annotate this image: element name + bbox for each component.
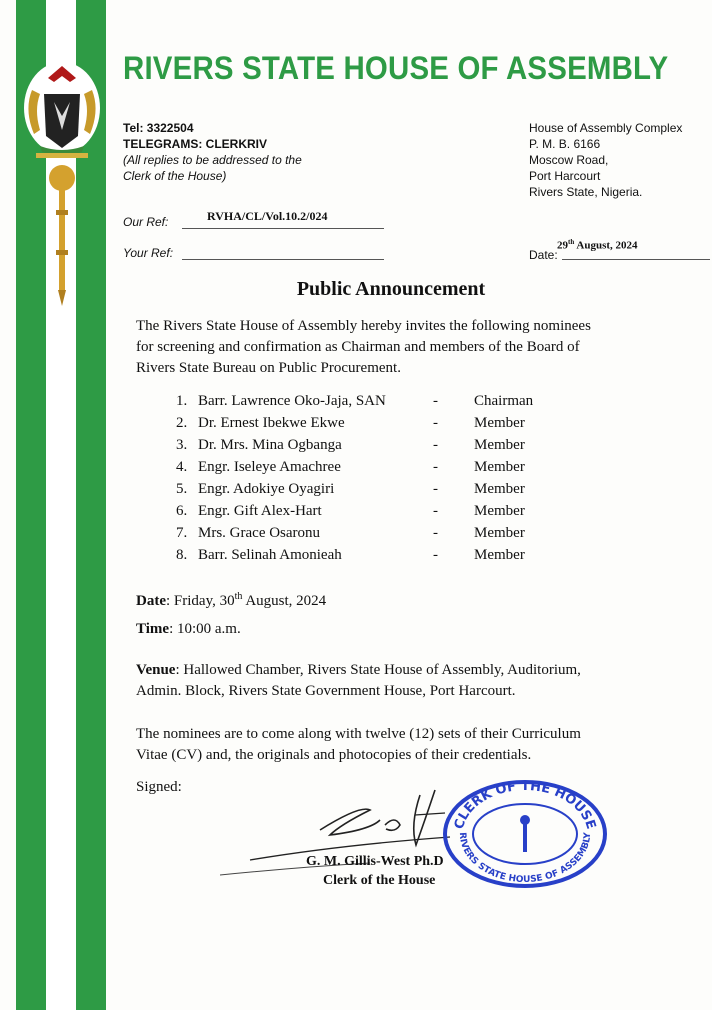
address-block [529,120,682,200]
reply-note-line-1: (All replies to be addressed to the [123,153,302,167]
address-line: Moscow Road, [529,153,609,167]
your-ref-label: Your Ref: [123,246,174,260]
event-date: Date: Friday, 30th August, 2024 [136,591,327,609]
our-ref-value: RVHA/CL/Vol.10.2/024 [207,209,328,223]
event-venue: Venue: Hallowed Chamber, Rivers State House of Assembly, Auditorium, Admin. Block, Rivers State Government House, Port Harcourt. [136,662,581,699]
our-ref-label: Our Ref: [123,215,169,229]
signatory-title: Clerk of the House [323,873,436,888]
signed-label: Signed: [136,779,182,795]
date-line [562,259,710,260]
intro-paragraph: The Rivers State House of Assembly hereby invites the following nominees for screening and confirmation as Chairman and members of the Board of Rivers State Bureau on Public Procurement. [136,318,591,376]
letter-date: 29th August, 2024 [557,238,638,252]
closing-paragraph: The nominees are to come along with twelve (12) sets of their Curriculum Vitae (CV) and, the originals and photocopies of their credentials. [136,726,581,763]
reply-note-line-2: Clerk of the House) [123,169,227,183]
signatory-name: G. M. Gillis-West Ph.D [306,854,444,869]
telegrams: TELEGRAMS: CLERKRIV [123,137,267,151]
stamp-bottom-text: RIVERS STATE HOUSE OF ASSEMBLY [456,832,594,886]
address-line: House of Assembly Complex [529,121,683,135]
announcement-title: Public Announcement [296,278,486,300]
official-stamp [440,776,610,888]
address-line: Rivers State, Nigeria. [529,185,643,199]
coat-of-arms-mace-emblem [10,50,114,310]
telephone: Tel: 3322504 [123,121,194,135]
date-label: Date: [529,248,558,262]
your-ref-line [182,259,384,260]
our-ref-line [182,228,384,229]
contact-block [123,120,302,184]
event-time: Time: 10:00 a.m. [136,621,241,637]
letterhead-title: RIVERS STATE HOUSE OF ASSEMBLY [123,50,669,86]
address-line: Port Harcourt [529,169,601,183]
stamp-top-text: CLERK OF THE HOUSE [451,778,599,832]
address-line: P. M. B. 6166 [529,137,601,151]
